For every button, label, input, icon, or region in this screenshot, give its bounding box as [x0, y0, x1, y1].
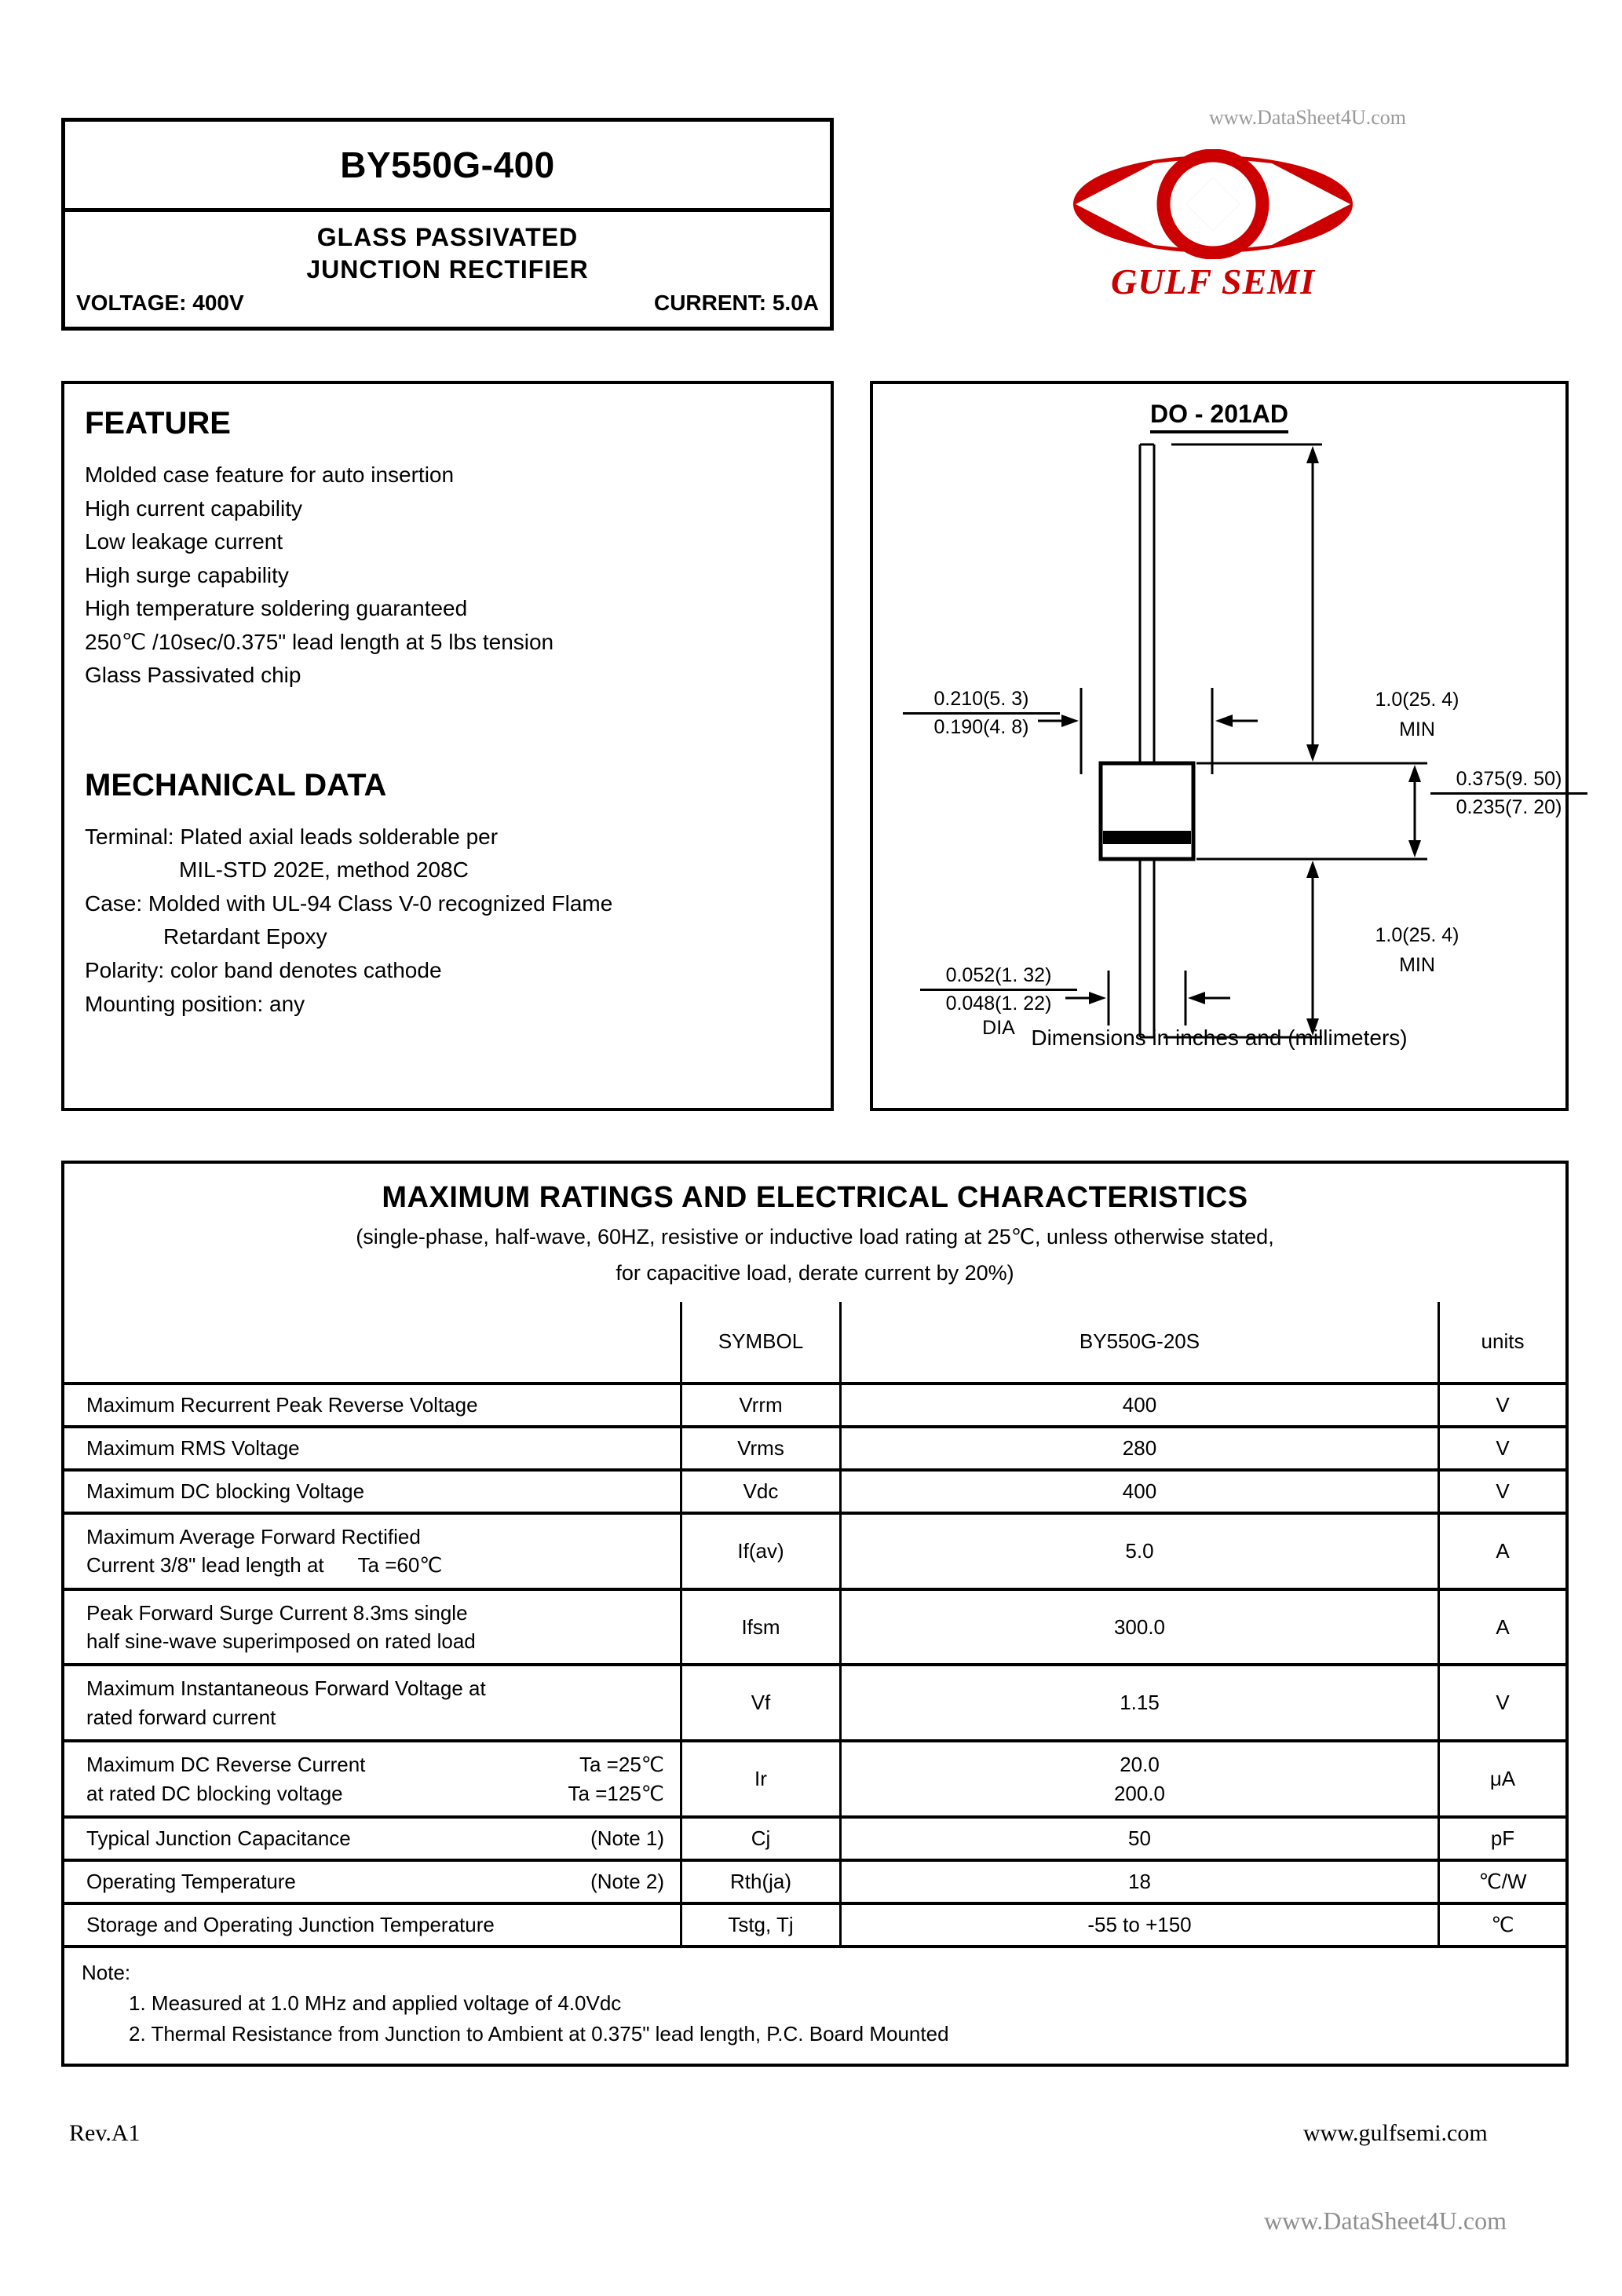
- row-description: [64, 1513, 681, 1589]
- product-line-2: JUNCTION RECTIFIER: [306, 254, 589, 283]
- dim-lead-diameter-max: 0.052(1. 32): [920, 964, 1077, 991]
- mechanical-data-heading: MECHANICAL DATA: [85, 767, 387, 803]
- col-header-symbol: SYMBOL: [681, 1302, 841, 1384]
- row-description: Storage and Operating Junction Temperature: [64, 1903, 681, 1945]
- row-description: [64, 1589, 681, 1665]
- current-rating: CURRENT: 5.0A: [653, 290, 819, 315]
- dim-body-diameter-max: 0.210(5. 3): [903, 688, 1060, 715]
- ratings-title: MAXIMUM RATINGS AND ELECTRICAL CHARACTERISTICS: [382, 1181, 1248, 1214]
- row-value: 1.15: [841, 1665, 1439, 1741]
- row-description-line2: rated forward current: [86, 1705, 276, 1729]
- row-description-text: Operating Temperature: [86, 1870, 296, 1893]
- note-2: 2. Thermal Resistance from Junction to Ambient at 0.375" lead length, P.C. Board Mounted: [129, 2022, 949, 2046]
- row-value: 300.0: [841, 1589, 1439, 1665]
- table-header-row: [64, 1302, 1565, 1384]
- voltage-current-row: [65, 286, 830, 319]
- row-description: [64, 1817, 681, 1860]
- dim-lead-top-qualifier: MIN: [1399, 718, 1435, 740]
- row-unit: A: [1439, 1589, 1566, 1665]
- ratings-subtitle-2: for capacitive load, derate current by 20%): [616, 1261, 1014, 1285]
- row-value: 18: [841, 1860, 1439, 1903]
- feature-item: High surge capability: [85, 562, 289, 587]
- row-description: [64, 1665, 681, 1741]
- feature-item: Molded case feature for auto insertion: [85, 462, 455, 487]
- row-description-line1: Peak Forward Surge Current 8.3ms single: [86, 1600, 468, 1625]
- table-row: [64, 1384, 1565, 1427]
- row-value-line1: 20.0: [1120, 1753, 1160, 1777]
- row-condition-line2: Ta =125℃: [568, 1781, 664, 1805]
- row-symbol: Ir: [681, 1741, 841, 1817]
- row-symbol: Vdc: [681, 1470, 841, 1513]
- dim-body-diameter-min: 0.190(4. 8): [933, 716, 1029, 738]
- table-row: [64, 1513, 1565, 1589]
- row-value: 50: [841, 1817, 1439, 1860]
- row-value-line2: 200.0: [1113, 1781, 1166, 1805]
- mechanical-line: Polarity: color band denotes cathode: [85, 958, 442, 983]
- row-description-line1: Maximum Instantaneous Forward Voltage at: [86, 1676, 486, 1701]
- part-number: BY550G-400: [65, 122, 830, 212]
- feature-item: Low leakage current: [85, 529, 283, 554]
- row-value: 280: [841, 1427, 1439, 1470]
- dim-body-length: [1430, 768, 1587, 819]
- note-1: 1. Measured at 1.0 MHz and applied voltage of 4.0Vdc: [129, 1991, 622, 2015]
- part-description-block: [65, 212, 830, 327]
- row-unit: V: [1439, 1384, 1566, 1427]
- notes-heading: Note:: [82, 1961, 131, 1984]
- row-value: 400: [841, 1384, 1439, 1427]
- mechanical-line: Mounting position: any: [85, 991, 305, 1016]
- table-row: [64, 1427, 1565, 1470]
- row-symbol: Ifsm: [681, 1589, 841, 1665]
- row-unit: V: [1439, 1470, 1566, 1513]
- dim-body-diameter: [903, 688, 1060, 739]
- feature-heading: FEATURE: [85, 406, 231, 441]
- table-row: [64, 1860, 1565, 1903]
- feature-item: High current capability: [85, 495, 303, 521]
- row-note-ref: (Note 2): [590, 1870, 664, 1893]
- voltage-rating: VOLTAGE: 400V: [76, 290, 244, 315]
- feature-item: High temperature soldering guaranteed: [85, 596, 468, 621]
- row-description: Maximum Recurrent Peak Reverse Voltage: [64, 1384, 681, 1427]
- row-unit: pF: [1439, 1817, 1566, 1860]
- table-row: [64, 1741, 1565, 1817]
- company-logo: [1060, 149, 1390, 302]
- part-title-box: [61, 118, 834, 331]
- logo-wordmark: GULF SEMI: [1111, 261, 1315, 302]
- row-description: [64, 1741, 681, 1817]
- row-condition-line1: Ta =25℃: [579, 1753, 664, 1777]
- row-symbol: Vf: [681, 1665, 841, 1741]
- row-value: [841, 1741, 1439, 1817]
- table-row: [64, 1589, 1565, 1665]
- notes-block: [64, 1945, 1565, 2064]
- cathode-band: [1103, 831, 1191, 844]
- feature-panel: [61, 381, 834, 1111]
- row-symbol: If(av): [681, 1513, 841, 1589]
- feature-item: Glass Passivated chip: [85, 663, 301, 688]
- row-symbol: Cj: [681, 1817, 841, 1860]
- mechanical-line: MIL-STD 202E, method 208C: [179, 857, 469, 883]
- row-description-line1: Maximum Average Forward Rectified: [86, 1524, 421, 1548]
- mechanical-line: Retardant Epoxy: [163, 924, 327, 949]
- row-symbol: Vrrm: [681, 1384, 841, 1427]
- row-symbol: Vrms: [681, 1427, 841, 1470]
- row-unit: ℃/W: [1439, 1860, 1566, 1903]
- mechanical-line: Case: Molded with UL-94 Class V-0 recognized Flame: [85, 890, 613, 916]
- dim-lead-diameter-label: DIA: [982, 1017, 1015, 1039]
- row-unit: ℃: [1439, 1903, 1566, 1945]
- row-symbol: Rth(ja): [681, 1860, 841, 1903]
- table-row: [64, 1903, 1565, 1945]
- row-unit: μA: [1439, 1741, 1566, 1817]
- row-description-line1: Maximum DC Reverse Current: [86, 1753, 366, 1777]
- row-value: 5.0: [841, 1513, 1439, 1589]
- datasheet4u-watermark-top: www.DataSheet4U.com: [1209, 106, 1407, 129]
- col-header-device: BY550G-20S: [841, 1302, 1439, 1384]
- row-description: Maximum DC blocking Voltage: [64, 1470, 681, 1513]
- revision-label: Rev.A1: [69, 2120, 141, 2146]
- dim-lead-diameter-min: 0.048(1. 22): [945, 993, 1052, 1015]
- row-note-ref: (Note 1): [590, 1826, 664, 1850]
- row-description-line2: Current 3/8" lead length at Ta =60℃: [86, 1553, 443, 1578]
- row-description: Maximum RMS Voltage: [64, 1427, 681, 1470]
- product-line-1: GLASS PASSIVATED: [316, 223, 579, 251]
- row-value: 400: [841, 1470, 1439, 1513]
- ratings-panel: [61, 1161, 1569, 2067]
- gulf-semi-emblem-icon: [1060, 149, 1366, 259]
- feature-item: 250℃ /10sec/0.375" lead length at 5 lbs tension: [85, 629, 554, 654]
- row-value: -55 to +150: [841, 1903, 1439, 1945]
- row-symbol: Tstg, Tj: [681, 1903, 841, 1945]
- col-header-units: units: [1481, 1329, 1525, 1354]
- row-unit: V: [1439, 1427, 1566, 1470]
- dim-lead-bottom-qualifier: MIN: [1399, 954, 1435, 976]
- package-outline-panel: [870, 381, 1569, 1111]
- company-website[interactable]: www.gulfsemi.com: [1303, 2120, 1488, 2146]
- package-type-title: DO - 201AD: [873, 400, 1565, 429]
- package-units-caption: Dimensions in inches and (millimeters): [1031, 1026, 1408, 1050]
- row-unit: V: [1439, 1665, 1566, 1741]
- table-row: [64, 1817, 1565, 1860]
- ratings-subtitle-1: (single-phase, half-wave, 60HZ, resistive or inductive load rating at 25℃, unless otherwise stated,: [356, 1225, 1274, 1249]
- row-description-line2: half sine-wave superimposed on rated load: [86, 1629, 476, 1654]
- row-description-line2: at rated DC blocking voltage: [86, 1781, 343, 1805]
- ratings-header: [64, 1164, 1565, 1302]
- package-drawing: [873, 429, 1565, 1057]
- dim-body-length-min: 0.235(7. 20): [1456, 796, 1562, 818]
- row-unit: A: [1439, 1513, 1566, 1589]
- col-header-description: [64, 1302, 681, 1384]
- table-row: [64, 1470, 1565, 1513]
- dim-lead-top-value: 1.0(25. 4): [1375, 689, 1459, 711]
- datasheet4u-watermark-bottom: www.DataSheet4U.com: [1264, 2206, 1507, 2235]
- dim-lead-bottom-value: 1.0(25. 4): [1375, 924, 1459, 946]
- dim-body-length-max: 0.375(9. 50): [1430, 768, 1587, 795]
- row-description-text: Typical Junction Capacitance: [86, 1826, 351, 1850]
- row-description: [64, 1860, 681, 1903]
- mechanical-line: Terminal: Plated axial leads solderable per: [85, 824, 499, 849]
- logo-svg: [1060, 149, 1366, 259]
- table-row: [64, 1665, 1565, 1741]
- ratings-table: [64, 1302, 1565, 1945]
